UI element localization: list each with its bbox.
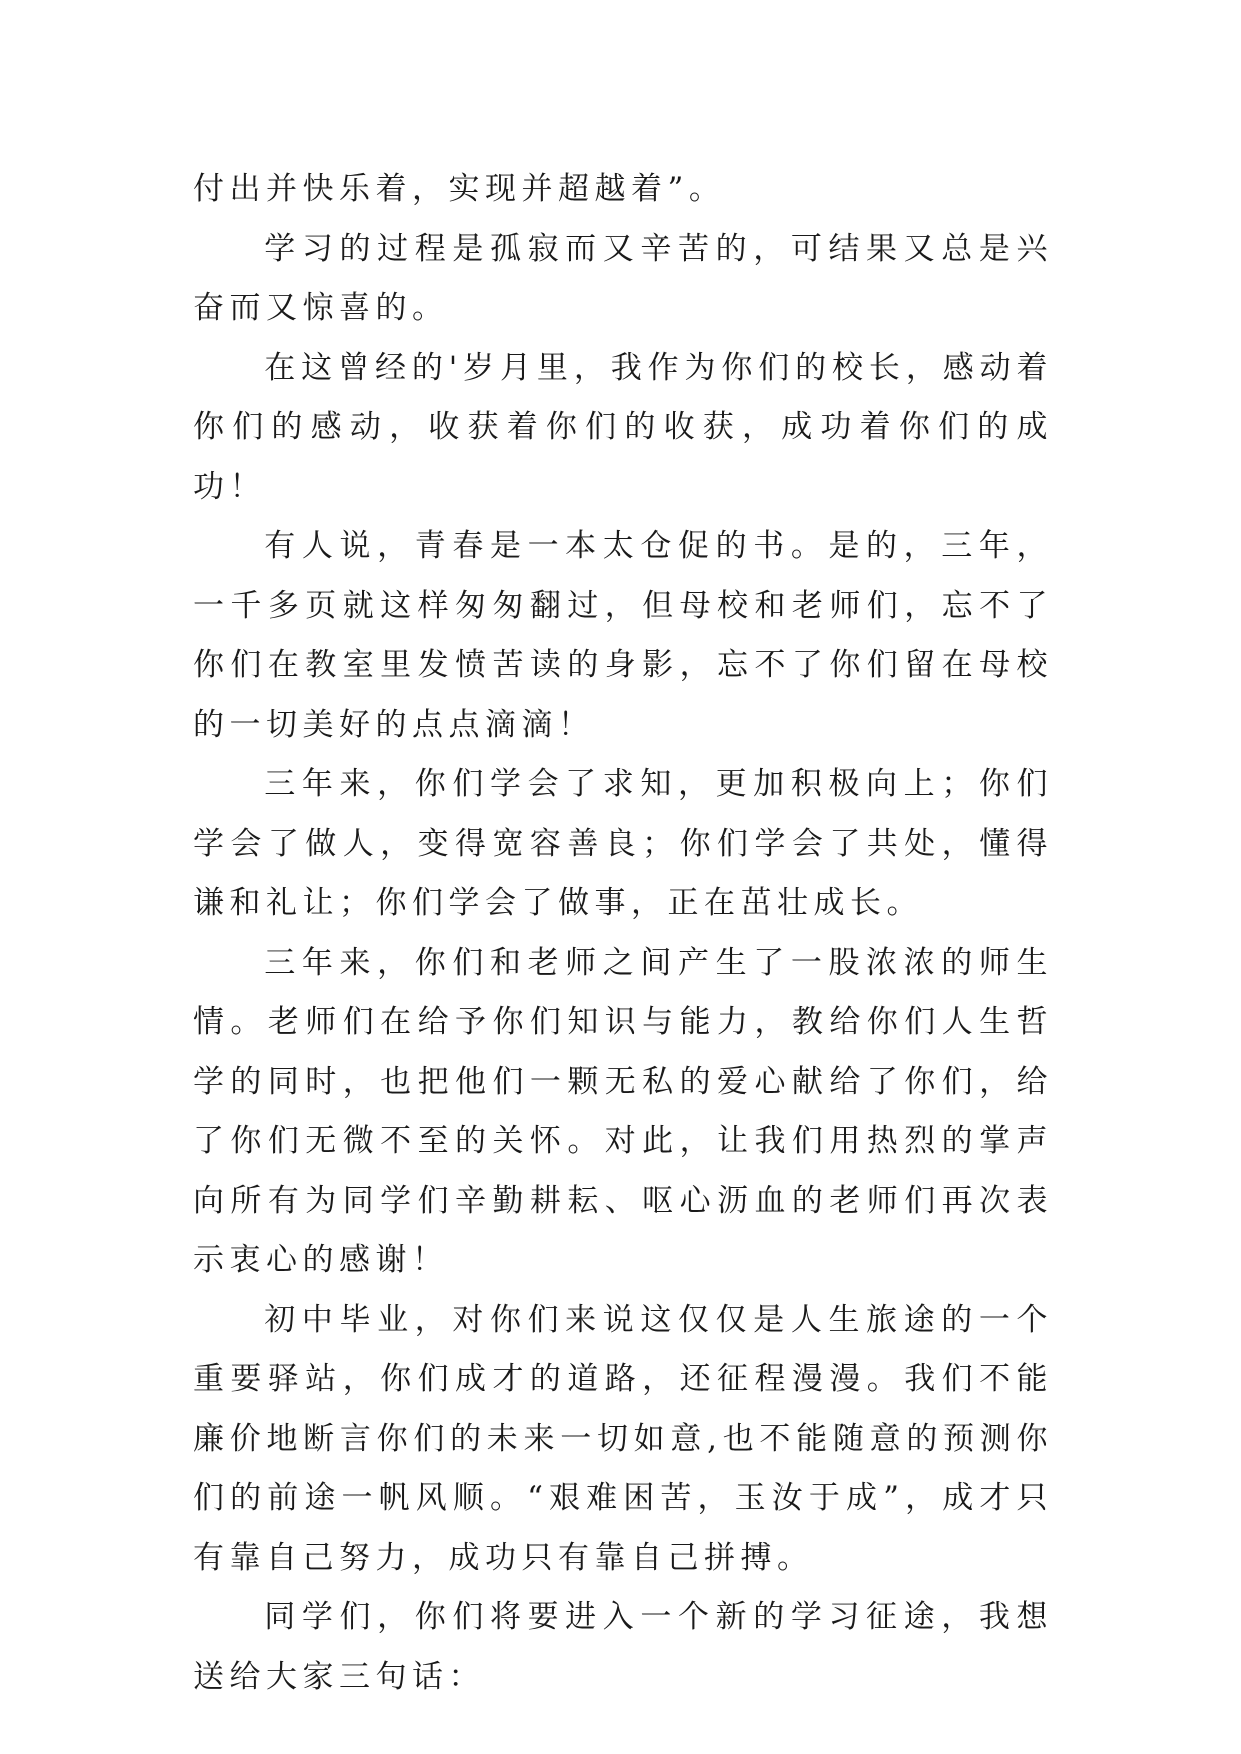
paragraph-8: 同学们，你们将要进入一个新的学习征途，我想送给大家三句话：: [193, 1599, 1053, 1695]
body-text: [193, 160, 1053, 1707]
paragraph-2: 学习的过程是孤寂而又辛苦的，可结果又总是兴奋而又惊喜的。: [193, 230, 1053, 326]
paragraph-7: 初中毕业，对你们来说这仅仅是人生旅途的一个重要驿站，你们成才的道路，还征程漫漫。我们不能廉价地断言你们的未来一切如意,也不能随意的预测你们的前途一帆风顺。“艰难困苦，玉汝于成”，成才只有靠自己努力，成功只有靠自己拼搏。: [193, 1301, 1053, 1576]
paragraph-1: 付出并快乐着，实现并超越着”。: [193, 171, 726, 207]
paragraph-4: 有人说，青春是一本太仓促的书。是的，三年，一千多页就这样匆匆翻过，但母校和老师们，忘不了你们在教室里发愤苦读的身影，忘不了你们留在母校的一切美好的点点滴滴！: [193, 528, 1053, 743]
paragraph-5: 三年来，你们学会了求知，更加积极向上；你们学会了做人，变得宽容善良；你们学会了共处，懂得谦和礼让；你们学会了做事，正在茁壮成长。: [193, 766, 1053, 921]
paragraph-6: 三年来，你们和老师之间产生了一股浓浓的师生情。老师们在给予你们知识与能力，教给你们人生哲学的同时，也把他们一颗无私的爱心献给了你们，给了你们无微不至的关怀。对此，让我们用热烈的掌声向所有为同学们辛勤耕耘、呕心沥血的老师们再次表示衷心的感谢！: [193, 944, 1053, 1278]
paragraph-3: 在这曾经的'岁月里，我作为你们的校长，感动着你们的感动，收获着你们的收获，成功着你们的成功！: [193, 349, 1053, 505]
